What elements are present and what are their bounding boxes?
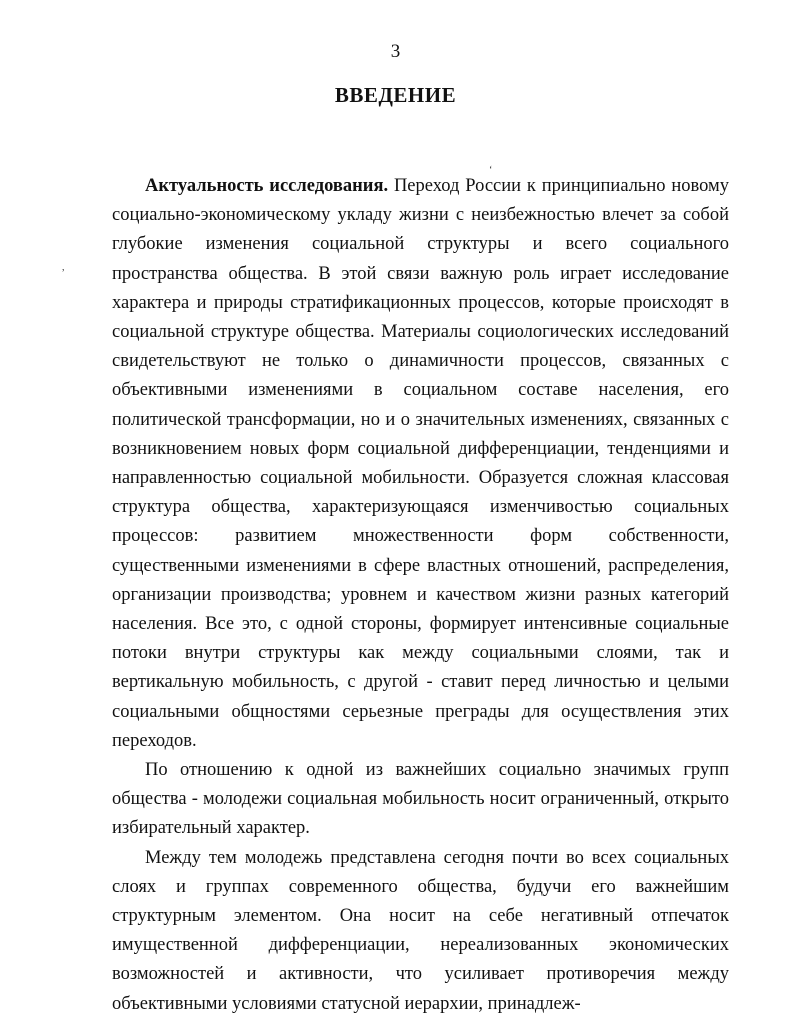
page-number: 3 — [390, 41, 401, 62]
section-lead: Актуальность исследования. — [145, 176, 389, 196]
scan-speck: , — [62, 262, 65, 273]
body-text — [112, 172, 729, 1019]
paragraph-text: Переход России к принципиально новому социально-экономическому укладу жизни с неизбежностью влечет за собой глубокие изменения социальной структуры и всего социального пространства общества. В этой связи важную роль играет исследование характера и природы стратификационных процессов, которые происходят в социальной структуре общества. Материалы социологических исследований свидетельствуют не только о динамичности процессов, связанных с объективными изменениями в социальном составе населения, его политической трансформации, но и о значительных изменениях, связанных с возникновением новых форм социальной дифференциации, тенденциями и направленностью социальной мобильности. Образуется сложная классовая структура общества, характеризующаяся изменчивостью социальных процессов: развитием множественности форм собственности, существенными изменениями в сфере властных отношений, распределения, организации производства; уровнем и качеством жизни разных категорий населения. Все это, с одной стороны, формирует интенсивные социальные потоки внутри структуры как между социальными слоями, так и вертикальную мобильность, с другой - ставит перед личностью и целыми социальными общностями серьезные преграды для осуществления этих переходов. — [112, 176, 730, 751]
paragraph-youth-structure — [112, 844, 729, 1019]
page-title: ВВЕДЕНИЕ — [334, 83, 457, 107]
paragraph-relevance — [112, 172, 729, 756]
paragraph-youth-mobility — [112, 756, 729, 844]
paragraph-text: По отношению к одной из важнейших социально значимых групп общества - молодежи социальная мобильность носит ограниченный, открыто избирательный характер. — [112, 760, 729, 839]
scan-speck: ‘ — [489, 165, 493, 176]
paragraph-text: Между тем молодежь представлена сегодня почти во всех социальных слоях и группах современного общества, будучи его важнейшим структурным элементом. Она носит на себе негативный отпечаток имущественной дифференциации, нереализованных экономических возможностей и активности, что усиливает противоречия между объективными условиями статусной иерархии, принадлеж- — [112, 847, 729, 1014]
